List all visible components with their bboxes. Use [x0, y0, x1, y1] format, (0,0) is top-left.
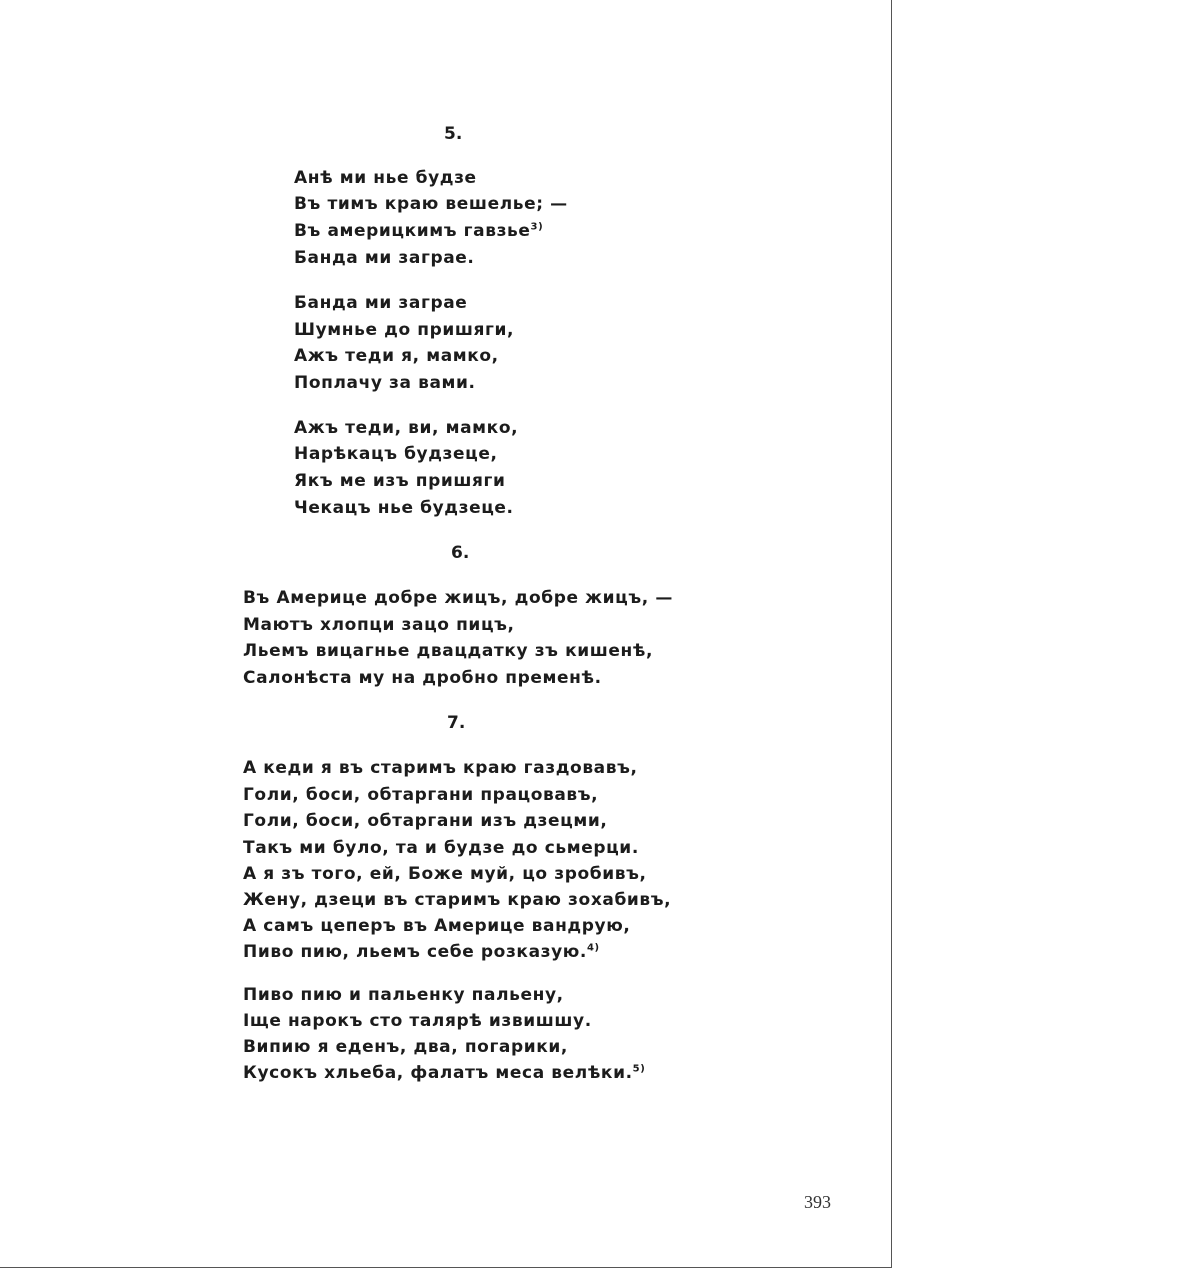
verse-line: Льемъ вицагнье двацдатку зъ кишенѣ,: [243, 641, 654, 661]
verse-line: Ажъ теди, ви, мамко,: [294, 418, 519, 438]
verse-line-with-footnote: [243, 942, 600, 962]
footnote-mark: 4): [586, 942, 600, 954]
footnote-mark: 3): [530, 221, 544, 233]
verse-line: Чекацъ нье будзеце.: [294, 498, 514, 518]
verse-line: Голи, боси, обтаргани изъ дзецми,: [243, 811, 608, 831]
verse-line: Поплачу за вами.: [294, 373, 476, 393]
verse-line-with-footnote: [294, 221, 543, 241]
verse-line-with-footnote: [243, 1063, 645, 1083]
song-number-7: 7.: [447, 713, 466, 733]
verse-line: Іще нарокъ сто талярѣ извишшу.: [243, 1011, 592, 1031]
verse-line: Салонѣста му на дробно пременѣ.: [243, 668, 602, 688]
verse-line: Нарѣкацъ будзеце,: [294, 444, 498, 464]
verse-line: Такъ ми було, та и будзе до сьмерци.: [243, 838, 639, 858]
verse-line: Якъ ме изъ пришяги: [294, 471, 506, 491]
verse-line: Випию я еденъ, два, погарики,: [243, 1037, 568, 1057]
verse-line: Анѣ ми нье будзе: [294, 168, 477, 188]
verse-line: Голи, боси, обтаргани працовавъ,: [243, 785, 599, 805]
song-number-5: 5.: [444, 124, 463, 144]
verse-line: Ажъ теди я, мамко,: [294, 346, 499, 366]
verse-text: Пиво пию, льемъ себе розказую.: [243, 942, 587, 962]
page-number: 393: [804, 1192, 831, 1212]
verse-line: А кеди я въ старимъ краю газдовавъ,: [243, 758, 638, 778]
verse-line: Пиво пию и пальенку пальену,: [243, 985, 564, 1005]
verse-text: Въ америцкимъ гавзье: [294, 221, 531, 241]
song-number-6: 6.: [451, 543, 470, 563]
verse-line: Шумнье до пришяги,: [294, 320, 515, 340]
verse-line: Въ Америце добре жицъ, добре жицъ, —: [243, 588, 673, 608]
verse-line: Банда ми заграе.: [294, 248, 475, 268]
footnote-mark: 5): [632, 1063, 646, 1075]
verse-line: Банда ми заграе: [294, 293, 468, 313]
verse-line: Жену, дзеци въ старимъ краю зохабивъ,: [243, 890, 672, 910]
verse-line: Маютъ хлопци зацо пицъ,: [243, 615, 515, 635]
verse-line: А я зъ того, ей, Боже муй, цо зробивъ,: [243, 864, 647, 884]
verse-text: Кусокъ хльеба, фалатъ меса велѣки.: [243, 1063, 633, 1083]
verse-line: Въ тимъ краю вешелье; —: [294, 194, 568, 214]
verse-line: А самъ цеперъ въ Америце вандрую,: [243, 916, 631, 936]
